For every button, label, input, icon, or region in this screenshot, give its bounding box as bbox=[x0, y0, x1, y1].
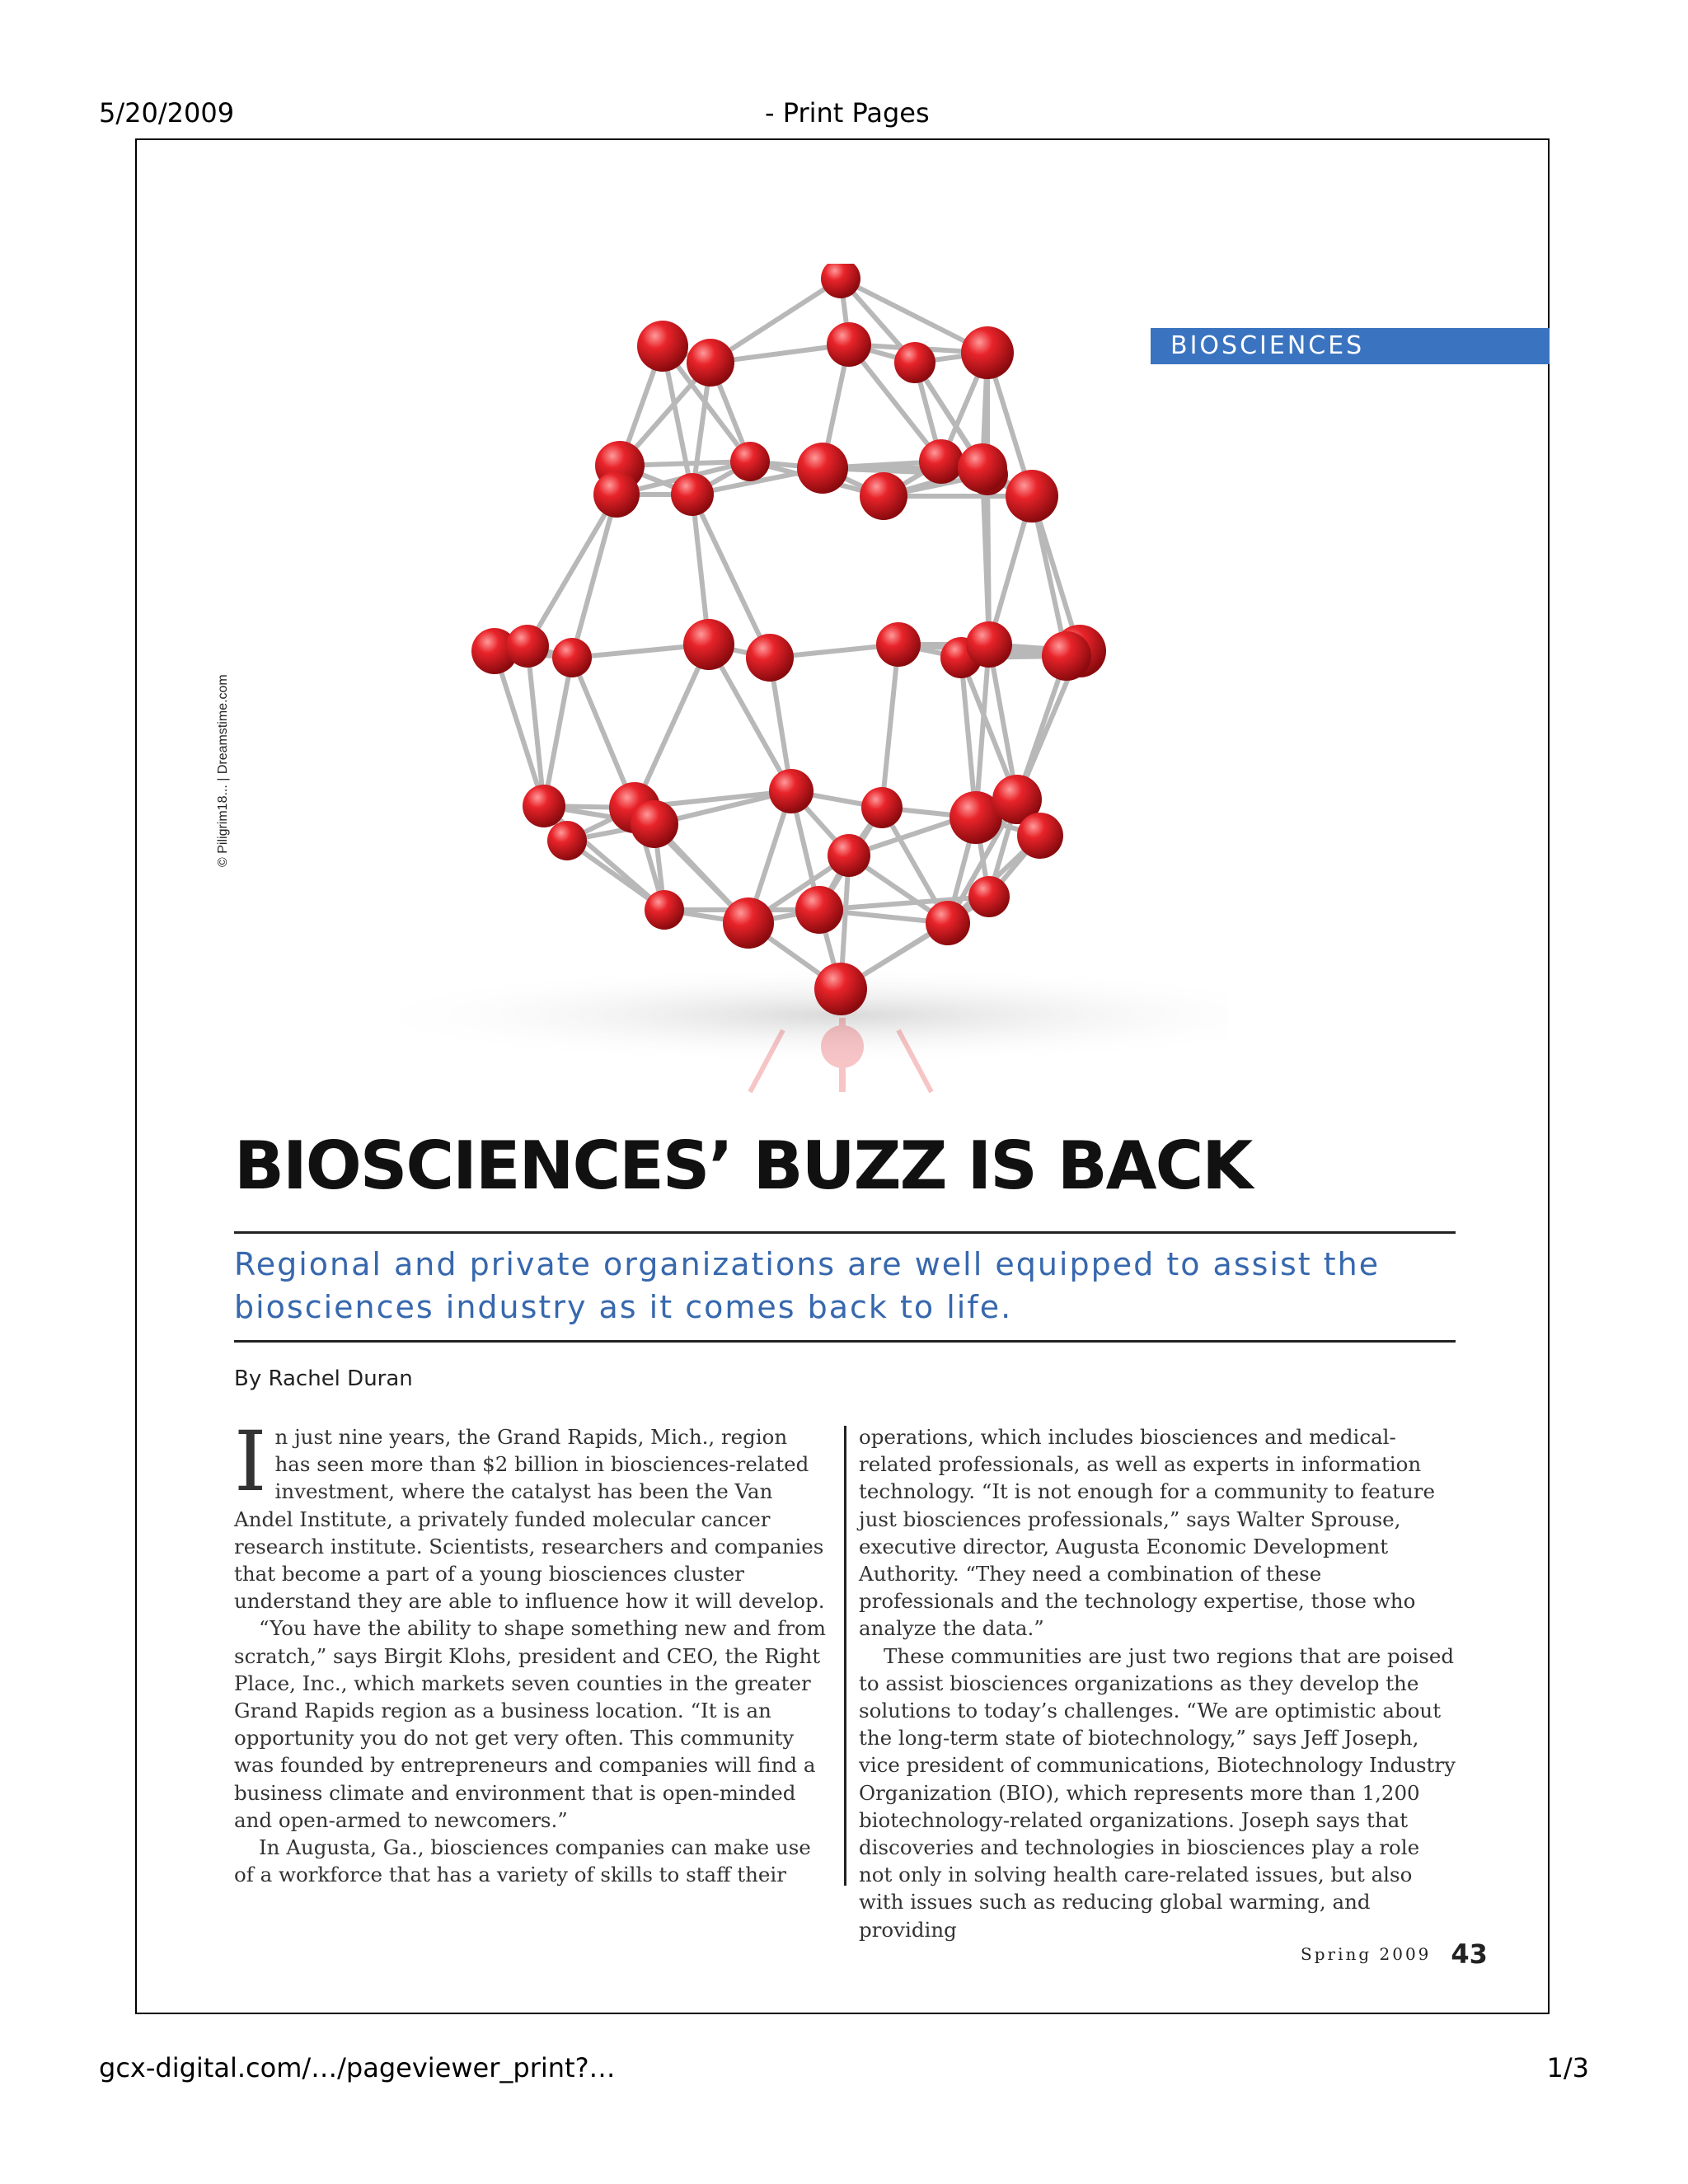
floor-shadow bbox=[346, 966, 1228, 1065]
atom bbox=[919, 439, 964, 484]
byline: By Rachel Duran bbox=[234, 1366, 413, 1391]
subhead-line-2: biosciences industry as it comes back to life. bbox=[234, 1289, 1013, 1325]
atom bbox=[797, 443, 848, 494]
bond bbox=[572, 494, 617, 658]
subhead-rule bbox=[234, 1340, 1456, 1343]
molecule-illustration bbox=[272, 264, 1228, 1096]
print-title: - Print Pages bbox=[765, 97, 930, 129]
atom bbox=[1042, 631, 1091, 681]
section-tab: BIOSCIENCES bbox=[1151, 328, 1550, 364]
atom bbox=[631, 800, 678, 848]
paragraph: In Augusta, Ga., biosciences companies can make use of a workforce that has a variety of skills to staff their bbox=[234, 1835, 811, 1887]
atom bbox=[861, 787, 903, 828]
atom bbox=[894, 342, 935, 383]
atom bbox=[645, 890, 684, 930]
folio bbox=[1301, 1938, 1488, 1970]
bond bbox=[635, 644, 709, 808]
atom bbox=[746, 634, 794, 682]
atom bbox=[769, 769, 814, 813]
bond bbox=[544, 658, 572, 806]
atom bbox=[795, 886, 843, 934]
print-page-count: 1/3 bbox=[1546, 2052, 1589, 2083]
folio-season: Spring 2009 bbox=[1301, 1944, 1432, 1964]
atom bbox=[966, 621, 1012, 668]
atom bbox=[1006, 470, 1058, 523]
left-column bbox=[234, 1413, 828, 1888]
atom bbox=[547, 821, 587, 860]
headline-rule bbox=[234, 1231, 1456, 1234]
atom bbox=[827, 322, 871, 367]
paragraph: operations, which includes biosciences and medical-related professionals, as well as experts in information technology. “It is not enough for a community to feature just biosciences professionals,” says Walter Sprouse, executive director, Augusta Economic Development Authority. “They need a combination of these professionals and the technology expertise, those who analyze the data.” bbox=[859, 1425, 1435, 1641]
atom bbox=[968, 876, 1010, 917]
atom bbox=[552, 638, 592, 677]
atom bbox=[671, 473, 714, 516]
atom bbox=[506, 625, 549, 668]
atom bbox=[828, 834, 870, 877]
atom bbox=[814, 963, 867, 1015]
atom bbox=[593, 471, 640, 518]
atom bbox=[926, 901, 970, 945]
atom bbox=[876, 622, 921, 667]
paragraph: These communities are just two regions that are poised to assist biosciences organizations as they develop the solutions to today’s challenges. “We are optimistic about the long-term state of biotechnology,” says Jeff Joseph, vice president of communications, Biotechnology Industry Organization (BIO), which represents more than 1,200 biotechnology-related organizations. Joseph says that discoveries and technologies in biosciences play a role not only in solving health care-related issues, but also with issues such as reducing global warming, and providing bbox=[859, 1643, 1456, 1942]
atom bbox=[1017, 813, 1063, 859]
subhead bbox=[234, 1243, 1470, 1329]
atom bbox=[723, 898, 774, 949]
right-column bbox=[859, 1423, 1459, 1943]
atoms bbox=[471, 264, 1106, 1015]
atom bbox=[961, 326, 1014, 379]
column-divider bbox=[844, 1426, 846, 1886]
print-date: 5/20/2009 bbox=[99, 97, 235, 129]
atom bbox=[860, 472, 907, 520]
atom bbox=[730, 442, 770, 481]
print-footer bbox=[0, 2052, 1688, 2093]
print-url: gcx-digital.com/…/pageviewer_print?… bbox=[99, 2052, 616, 2083]
bond bbox=[528, 494, 617, 646]
subhead-line-1: Regional and private organizations are well equipped to assist the bbox=[234, 1246, 1381, 1282]
bond bbox=[882, 644, 898, 808]
paragraph: “You have the ability to shape something new and from scratch,” says Birgit Klohs, president and CEO, the Right Place, Inc., which markets seven counties in the greater Grand Rapids region as a business location. “It is an opportunity you do not get very often. This community was founded by entrepreneurs and companies will find a business climate and environment that is open-minded and open-armed to newcomers.” bbox=[234, 1616, 826, 1832]
page-number: 43 bbox=[1451, 1938, 1488, 1970]
photo-credit: © Piligrim18... | Dreamstime.com bbox=[216, 674, 230, 867]
dropcap: I bbox=[234, 1413, 267, 1510]
atom bbox=[637, 321, 688, 372]
atom bbox=[683, 619, 734, 670]
print-header bbox=[0, 97, 1688, 138]
atom bbox=[523, 785, 565, 827]
paragraph: n just nine years, the Grand Rapids, Mich., region has seen more than $2 billion in biosciences-related investment, where the catalyst has been the Van Andel Institute, a privately funded molecular cancer research institute. Scientists, researchers and companies that become a part of a young biosciences cluster understand they are able to influence how it will develop. bbox=[234, 1425, 825, 1614]
headline: BIOSCIENCES’ BUZZ IS BACK bbox=[234, 1127, 1252, 1204]
atom bbox=[958, 443, 1007, 493]
atom bbox=[687, 339, 734, 387]
